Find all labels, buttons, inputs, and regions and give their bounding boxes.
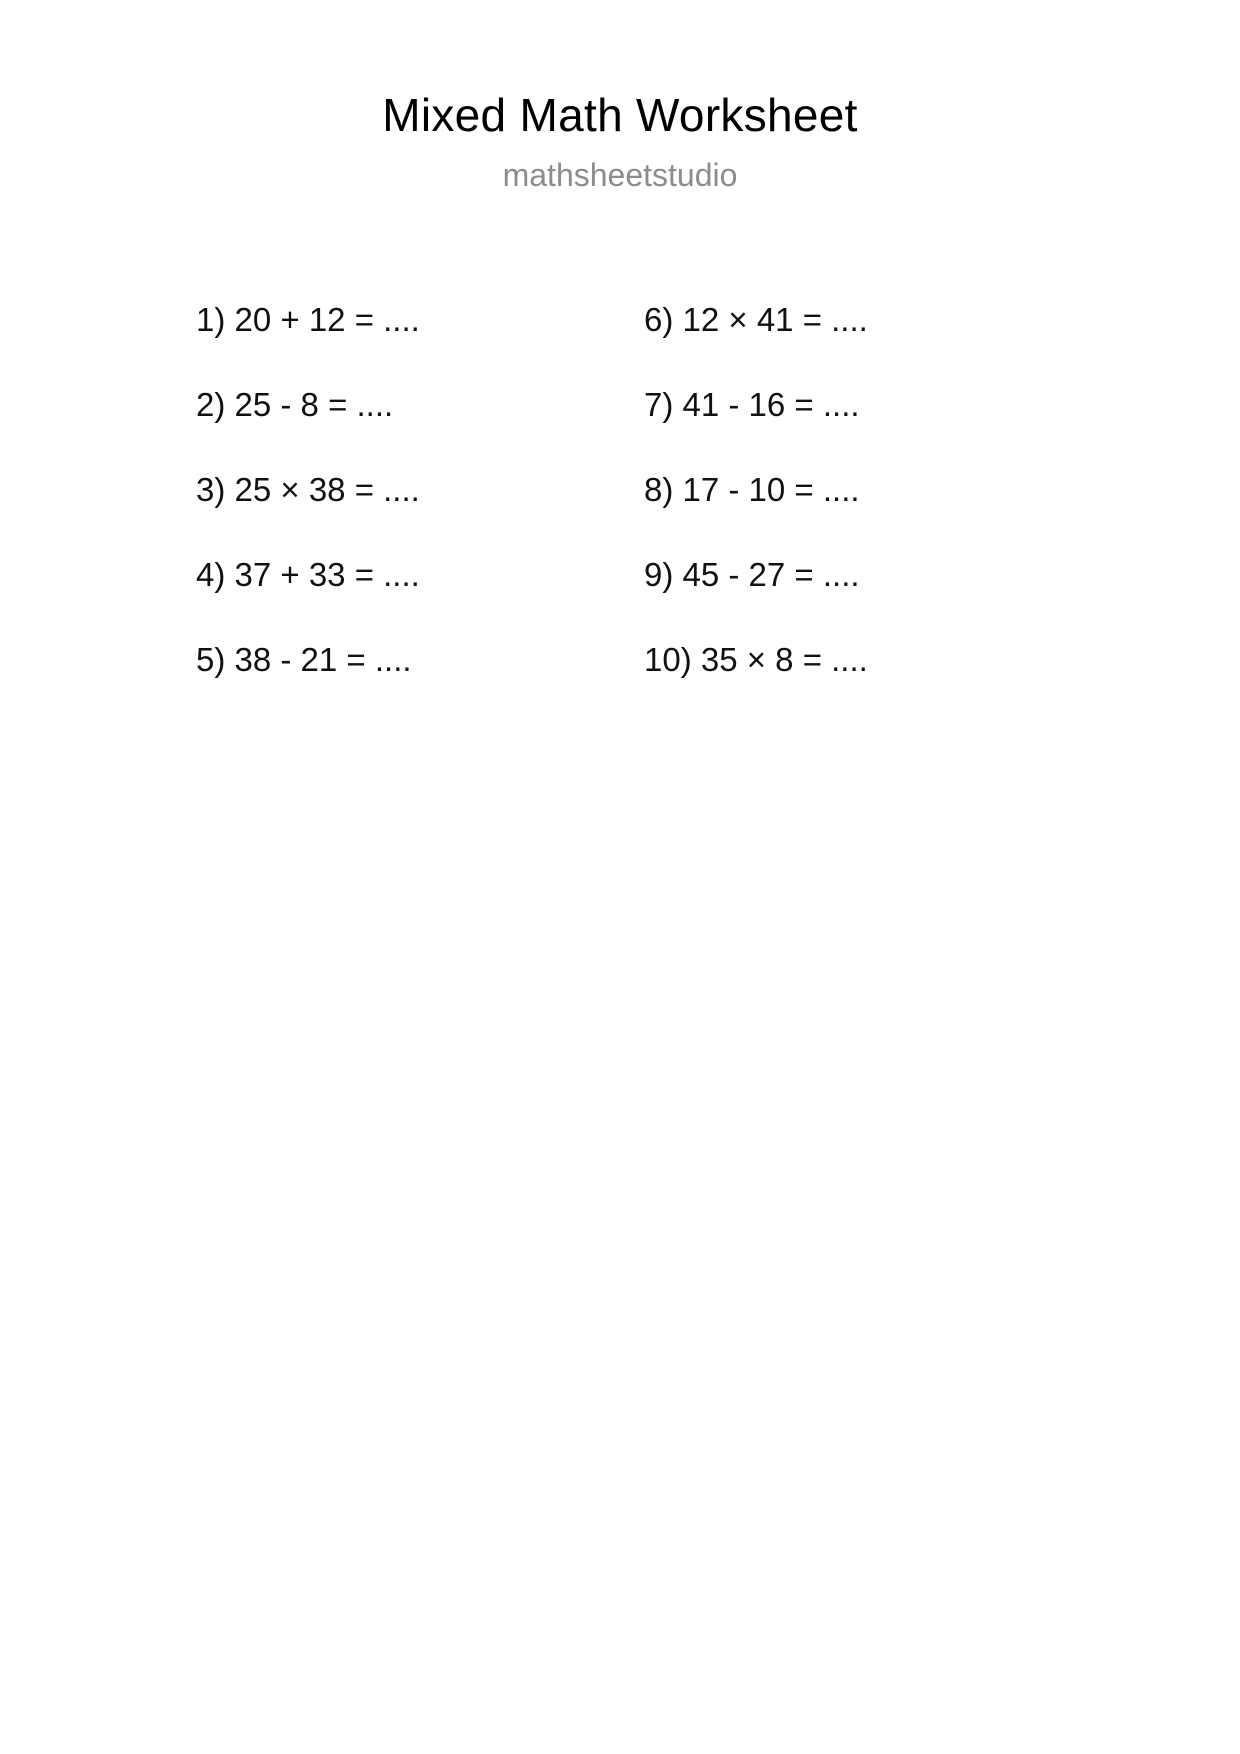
problem-item: 2) 25 - 8 = .... xyxy=(196,385,394,423)
problem-item: 4) 37 + 33 = .... xyxy=(196,555,420,593)
problem-item: 8) 17 - 10 = .... xyxy=(644,470,860,508)
problem-item: 5) 38 - 21 = .... xyxy=(196,640,412,678)
problem-list xyxy=(0,300,1240,728)
problem-item: 10) 35 × 8 = .... xyxy=(644,640,868,678)
problem-item: 3) 25 × 38 = .... xyxy=(196,470,420,508)
page-title: Mixed Math Worksheet xyxy=(382,89,858,141)
page-subtitle: mathsheetstudio xyxy=(502,157,738,194)
problem-item: 6) 12 × 41 = .... xyxy=(644,300,868,338)
problem-item: 1) 20 + 12 = .... xyxy=(196,300,420,338)
problem-column-right xyxy=(644,300,944,728)
problem-item: 7) 41 - 16 = .... xyxy=(644,385,860,423)
problem-item: 9) 45 - 27 = .... xyxy=(644,555,860,593)
problem-column-left xyxy=(196,300,496,728)
